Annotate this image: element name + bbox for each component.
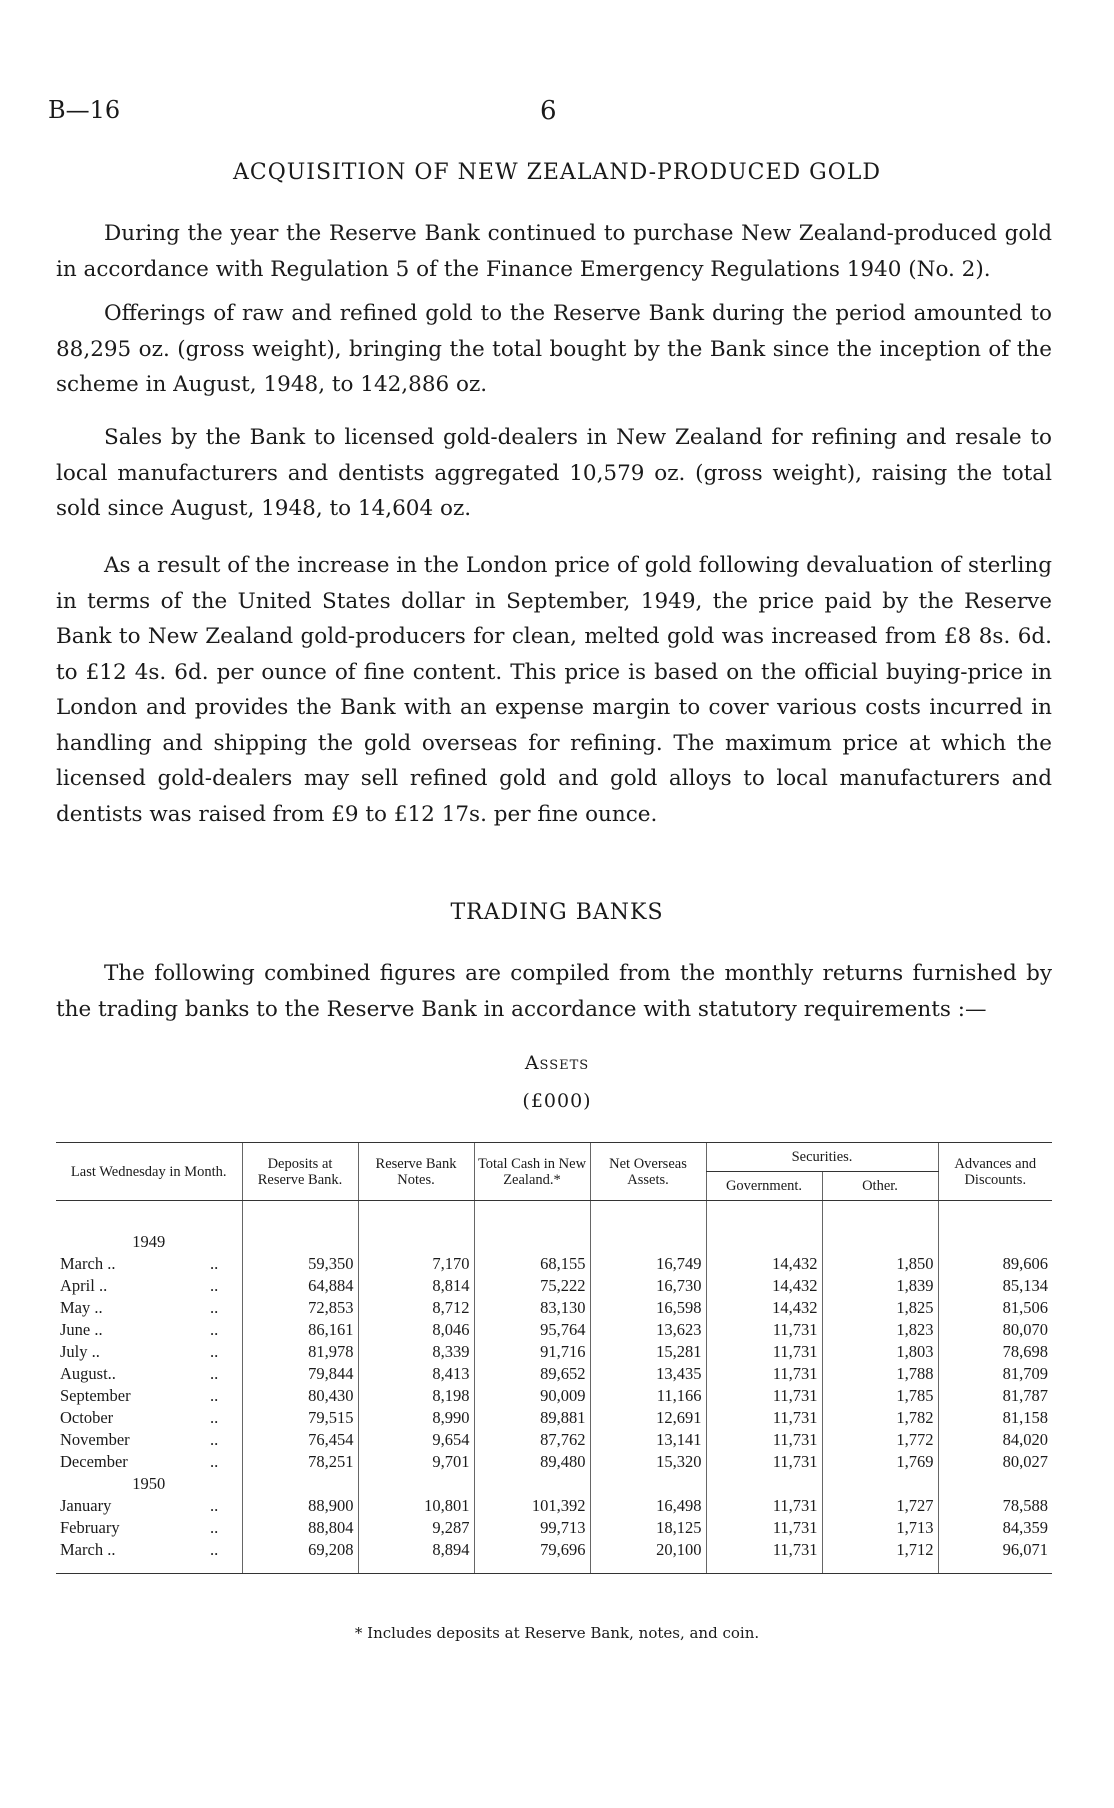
table-row bbox=[56, 1253, 1052, 1275]
net-overseas-cell: 13,141 bbox=[590, 1429, 706, 1451]
notes-cell: 8,712 bbox=[358, 1297, 474, 1319]
gold-paragraph-3: Sales by the Bank to licensed gold-dealers in New Zealand for refining and resale to local manufacturers and dentists aggregated 10,579 oz. (gross weight), raising the total sold since August, 1948, to 14,604 oz. bbox=[56, 425, 1052, 521]
other-cell: 1,825 bbox=[822, 1297, 938, 1319]
gold-paragraph-4: As a result of the increase in the London price of gold following devaluation of sterling in terms of the United States dollar in September, 1949, the price paid by the Reserve Bank to New Zealand gold-producers for clean, melted gold was increased from £8 8s. 6d. to £12 4s. 6d. per ounce of fine content. This price is based on the official buying-price in London and provides the Bank with an expense margin to cover various costs incurred in handling and shipping the gold overseas for refining. The maximum price at which the licensed gold-dealers may sell refined gold and gold alloys to local manufacturers and dentists was raised from £9 to £12 17s. per fine ounce. bbox=[56, 553, 1052, 827]
total-cash-cell: 89,480 bbox=[474, 1451, 590, 1473]
month-cell: November bbox=[60, 1430, 130, 1449]
table-row bbox=[56, 1341, 1052, 1363]
deposits-cell: 88,900 bbox=[242, 1495, 358, 1517]
other-cell: 1,782 bbox=[822, 1407, 938, 1429]
total-cash-cell: 95,764 bbox=[474, 1319, 590, 1341]
net-overseas-cell: 15,320 bbox=[590, 1451, 706, 1473]
gold-paragraph-1: During the year the Reserve Bank continued to purchase New Zealand-produced gold in accordance with Regulation 5 of the Finance Emergency Regulations 1940 (No. 2). bbox=[56, 221, 1052, 282]
month-cell: July .. bbox=[60, 1342, 100, 1361]
government-cell: 14,432 bbox=[706, 1297, 822, 1319]
government-cell: 11,731 bbox=[706, 1363, 822, 1385]
total-cash-cell: 79,696 bbox=[474, 1539, 590, 1574]
total-cash-cell: 89,652 bbox=[474, 1363, 590, 1385]
government-cell: 14,432 bbox=[706, 1275, 822, 1297]
leader-dots: .. bbox=[210, 1386, 219, 1405]
net-overseas-cell: 20,100 bbox=[590, 1539, 706, 1574]
net-overseas-cell: 18,125 bbox=[590, 1517, 706, 1539]
table-row bbox=[56, 1407, 1052, 1429]
month-cell: April .. bbox=[60, 1276, 108, 1295]
month-cell: January bbox=[60, 1496, 112, 1515]
month-cell: February bbox=[60, 1518, 120, 1537]
notes-cell: 9,654 bbox=[358, 1429, 474, 1451]
rows-1950 bbox=[56, 1495, 1052, 1574]
deposits-cell: 59,350 bbox=[242, 1253, 358, 1275]
net-overseas-cell: 11,166 bbox=[590, 1385, 706, 1407]
government-cell: 11,731 bbox=[706, 1407, 822, 1429]
deposits-cell: 86,161 bbox=[242, 1319, 358, 1341]
net-overseas-cell: 12,691 bbox=[590, 1407, 706, 1429]
leader-dots: .. bbox=[210, 1496, 219, 1515]
other-cell: 1,788 bbox=[822, 1363, 938, 1385]
header-other: Other. bbox=[822, 1172, 938, 1201]
table-row bbox=[56, 1451, 1052, 1473]
table-unit: (£000) bbox=[522, 1090, 592, 1112]
trading-intro: The following combined figures are compiled from the monthly returns furnished by the trading banks to the Reserve Bank in accordance with statutory requirements :— bbox=[56, 961, 1052, 1022]
leader-dots: .. bbox=[210, 1364, 219, 1383]
advances-cell: 96,071 bbox=[938, 1539, 1052, 1574]
table-row bbox=[56, 1517, 1052, 1539]
gold-paragraph-2: Offerings of raw and refined gold to the Reserve Bank during the period amounted to 88,295 oz. (gross weight), bringing the total bought by the Bank since the inception of the scheme in August, 1948, to 142,886 oz. bbox=[56, 301, 1052, 397]
government-cell: 11,731 bbox=[706, 1539, 822, 1574]
advances-cell: 78,588 bbox=[938, 1495, 1052, 1517]
advances-cell: 84,359 bbox=[938, 1517, 1052, 1539]
header-total-cash: Total Cash in New Zealand.* bbox=[474, 1143, 590, 1201]
leader-dots: .. bbox=[210, 1320, 219, 1339]
deposits-cell: 69,208 bbox=[242, 1539, 358, 1574]
table-row bbox=[56, 1539, 1052, 1574]
notes-cell: 7,170 bbox=[358, 1253, 474, 1275]
table-footnote: * Includes deposits at Reserve Bank, notes, and coin. bbox=[354, 1624, 760, 1642]
table-header-row bbox=[56, 1143, 1052, 1172]
header-notes: Reserve Bank Notes. bbox=[358, 1143, 474, 1201]
total-cash-cell: 91,716 bbox=[474, 1341, 590, 1363]
total-cash-cell: 101,392 bbox=[474, 1495, 590, 1517]
trading-section-title: TRADING BANKS bbox=[450, 900, 664, 925]
leader-dots: .. bbox=[210, 1298, 219, 1317]
deposits-cell: 72,853 bbox=[242, 1297, 358, 1319]
notes-cell: 9,701 bbox=[358, 1451, 474, 1473]
deposits-cell: 76,454 bbox=[242, 1429, 358, 1451]
deposits-cell: 79,515 bbox=[242, 1407, 358, 1429]
year-row-1949 bbox=[56, 1231, 1052, 1253]
month-cell: December bbox=[60, 1452, 128, 1471]
year-label: 1949 bbox=[132, 1232, 166, 1251]
gold-section-title: ACQUISITION OF NEW ZEALAND-PRODUCED GOLD bbox=[232, 160, 882, 185]
leader-dots: .. bbox=[206, 1539, 242, 1574]
table-row bbox=[56, 1429, 1052, 1451]
advances-cell: 85,134 bbox=[938, 1275, 1052, 1297]
total-cash-cell: 99,713 bbox=[474, 1517, 590, 1539]
deposits-cell: 78,251 bbox=[242, 1451, 358, 1473]
government-cell: 11,731 bbox=[706, 1451, 822, 1473]
net-overseas-cell: 15,281 bbox=[590, 1341, 706, 1363]
advances-cell: 89,606 bbox=[938, 1253, 1052, 1275]
total-cash-cell: 90,009 bbox=[474, 1385, 590, 1407]
month-cell: August.. bbox=[60, 1364, 116, 1383]
rows-1949 bbox=[56, 1253, 1052, 1473]
month-cell: October bbox=[60, 1408, 114, 1427]
leader-dots: .. bbox=[210, 1518, 219, 1537]
government-cell: 14,432 bbox=[706, 1253, 822, 1275]
header-securities: Securities. bbox=[706, 1143, 938, 1172]
table-row bbox=[56, 1275, 1052, 1297]
net-overseas-cell: 16,749 bbox=[590, 1253, 706, 1275]
table-spacer bbox=[56, 1201, 1052, 1232]
notes-cell: 8,046 bbox=[358, 1319, 474, 1341]
advances-cell: 80,070 bbox=[938, 1319, 1052, 1341]
government-cell: 11,731 bbox=[706, 1319, 822, 1341]
advances-cell: 84,020 bbox=[938, 1429, 1052, 1451]
month-cell: March .. bbox=[60, 1254, 116, 1273]
government-cell: 11,731 bbox=[706, 1385, 822, 1407]
table-row bbox=[56, 1495, 1052, 1517]
other-cell: 1,823 bbox=[822, 1319, 938, 1341]
net-overseas-cell: 13,435 bbox=[590, 1363, 706, 1385]
other-cell: 1,772 bbox=[822, 1429, 938, 1451]
table-row bbox=[56, 1385, 1052, 1407]
notes-cell: 8,413 bbox=[358, 1363, 474, 1385]
net-overseas-cell: 16,598 bbox=[590, 1297, 706, 1319]
total-cash-cell: 89,881 bbox=[474, 1407, 590, 1429]
advances-cell: 81,709 bbox=[938, 1363, 1052, 1385]
year-row-1950 bbox=[56, 1473, 1052, 1495]
header-net-overseas: Net Overseas Assets. bbox=[590, 1143, 706, 1201]
other-cell: 1,803 bbox=[822, 1341, 938, 1363]
notes-cell: 8,198 bbox=[358, 1385, 474, 1407]
year-label: 1950 bbox=[132, 1474, 166, 1493]
other-cell: 1,712 bbox=[822, 1539, 938, 1574]
advances-cell: 81,158 bbox=[938, 1407, 1052, 1429]
total-cash-cell: 87,762 bbox=[474, 1429, 590, 1451]
other-cell: 1,727 bbox=[822, 1495, 938, 1517]
notes-cell: 8,990 bbox=[358, 1407, 474, 1429]
government-cell: 11,731 bbox=[706, 1429, 822, 1451]
table-row bbox=[56, 1363, 1052, 1385]
total-cash-cell: 68,155 bbox=[474, 1253, 590, 1275]
header-month: Last Wednesday in Month. bbox=[56, 1143, 242, 1201]
header-government: Government. bbox=[706, 1172, 822, 1201]
notes-cell: 9,287 bbox=[358, 1517, 474, 1539]
deposits-cell: 88,804 bbox=[242, 1517, 358, 1539]
advances-cell: 80,027 bbox=[938, 1451, 1052, 1473]
net-overseas-cell: 16,730 bbox=[590, 1275, 706, 1297]
government-cell: 11,731 bbox=[706, 1341, 822, 1363]
other-cell: 1,713 bbox=[822, 1517, 938, 1539]
other-cell: 1,850 bbox=[822, 1253, 938, 1275]
header-advances: Advances and Discounts. bbox=[938, 1143, 1052, 1201]
deposits-cell: 64,884 bbox=[242, 1275, 358, 1297]
leader-dots: .. bbox=[210, 1430, 219, 1449]
advances-cell: 81,506 bbox=[938, 1297, 1052, 1319]
assets-table bbox=[56, 1142, 1052, 1574]
advances-cell: 78,698 bbox=[938, 1341, 1052, 1363]
other-cell: 1,769 bbox=[822, 1451, 938, 1473]
deposits-cell: 80,430 bbox=[242, 1385, 358, 1407]
notes-cell: 8,339 bbox=[358, 1341, 474, 1363]
notes-cell: 8,814 bbox=[358, 1275, 474, 1297]
leader-dots: .. bbox=[210, 1408, 219, 1427]
total-cash-cell: 75,222 bbox=[474, 1275, 590, 1297]
header-deposits: Deposits at Reserve Bank. bbox=[242, 1143, 358, 1201]
government-cell: 11,731 bbox=[706, 1495, 822, 1517]
notes-cell: 10,801 bbox=[358, 1495, 474, 1517]
month-cell: March .. bbox=[56, 1539, 206, 1574]
government-cell: 11,731 bbox=[706, 1517, 822, 1539]
notes-cell: 8,894 bbox=[358, 1539, 474, 1574]
leader-dots: .. bbox=[210, 1452, 219, 1471]
deposits-cell: 81,978 bbox=[242, 1341, 358, 1363]
leader-dots: .. bbox=[210, 1342, 219, 1361]
total-cash-cell: 83,130 bbox=[474, 1297, 590, 1319]
document-reference: B—16 bbox=[48, 96, 121, 124]
table-row bbox=[56, 1297, 1052, 1319]
other-cell: 1,785 bbox=[822, 1385, 938, 1407]
advances-cell: 81,787 bbox=[938, 1385, 1052, 1407]
month-cell: May .. bbox=[60, 1298, 103, 1317]
net-overseas-cell: 13,623 bbox=[590, 1319, 706, 1341]
net-overseas-cell: 16,498 bbox=[590, 1495, 706, 1517]
month-cell: September bbox=[60, 1386, 131, 1405]
month-cell: June .. bbox=[60, 1320, 103, 1339]
table-title: Assets bbox=[524, 1052, 590, 1074]
leader-dots: .. bbox=[210, 1276, 219, 1295]
table-row bbox=[56, 1319, 1052, 1341]
deposits-cell: 79,844 bbox=[242, 1363, 358, 1385]
other-cell: 1,839 bbox=[822, 1275, 938, 1297]
leader-dots: .. bbox=[210, 1254, 219, 1273]
page-number: 6 bbox=[540, 96, 557, 126]
